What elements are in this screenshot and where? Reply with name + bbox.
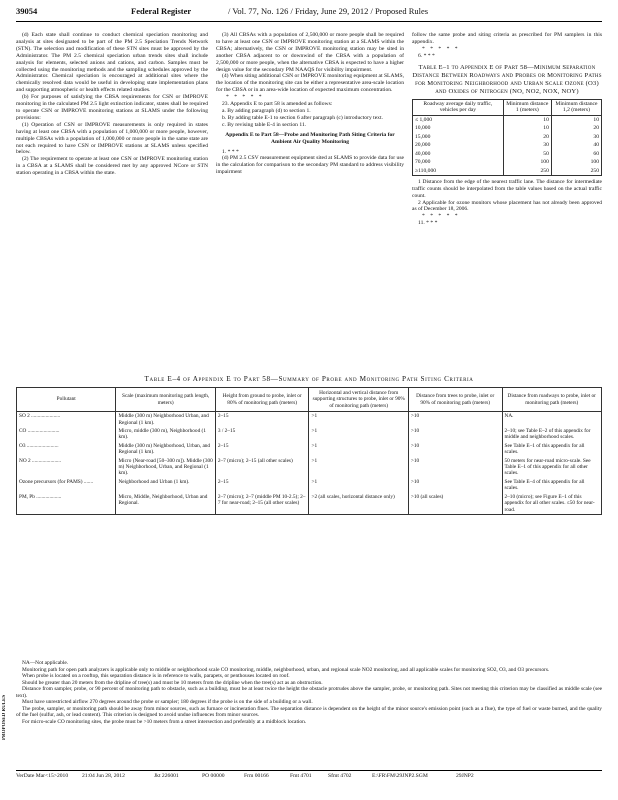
table-e1-title: Table E–1 to Appendix E of Part 58—Minimum Separation Distance Between Roadways and Probes or Monitoring Paths for Monitoring Neighborhood and Urban Scale Ozone (O3) and Oxides of Nitrogen (NO, NO2, NOX, NOY) — [412, 63, 602, 95]
amendment-item: b. By adding table E-1 to section 6 after paragraph (c) introductory text. — [222, 114, 383, 121]
footer-rule — [16, 770, 602, 771]
section-number: 6. * * * — [418, 52, 435, 59]
table-header: Distance from roadways to probe, inlet or monitoring path (meters) — [502, 388, 602, 412]
table-row: ≥110,000 250 250 — [413, 167, 602, 176]
table-header: Height from ground to probe, inlet or 80% of monitoring path (meters) — [215, 388, 309, 412]
table-e4-notes — [16, 660, 602, 725]
table-header: Roadway average daily traffic, vehicles per day — [413, 99, 504, 115]
table-row: CO ........................ Micro, middle (300 m), Neighborhood (1 km). 3 / 2–15 >1 >10 2–10; see Table E–2 of this appendix for middle and neighborhood scales. — [17, 427, 602, 442]
table-header: Minimum distance 1,2 (meters) — [551, 99, 601, 115]
note: Distance from sampler, probe, or 90 percent of monitoring path to obstacle, such as a building, must be at least twice the height the obstacle protrudes above the sampler, probe, or monitoring path. Sites not meeting this criterion may be classified as middle scale (see text). — [16, 686, 602, 699]
table-header: Horizontal and vertical distance from supporting structures to probe, inlet or 90% of monitoring path (meters) — [309, 388, 408, 412]
section-number: 1. * * * — [222, 148, 239, 155]
footnote: 2 Applicable for ozone monitors whose placement has not already been approved as of December 18, 2006. — [412, 199, 602, 213]
table-row: 15,000 20 30 — [413, 133, 602, 142]
amendment-instruction: 23. Appendix E to part 58 is amended as follows: — [222, 101, 333, 108]
footer-jkt: Jkt 226001 — [154, 773, 179, 779]
page-number: 39054 — [16, 6, 38, 16]
footer-frm: Frm 00166 — [244, 773, 269, 779]
paragraph: (4) When siting additional CSN or IMPROVE monitoring equipment at SLAMS, the location of the monitoring site can be either a representative area-scale location for the CBSA or in an area-wide location of expected maximum concentration. — [216, 73, 404, 94]
issue-line: / Vol. 77, No. 126 / Friday, June 29, 2012 / Proposed Rules — [228, 6, 429, 16]
amendment-item: a. By adding paragraph (d) to section 1. — [222, 107, 311, 114]
appendix-heading: Appendix E to Part 58—Probe and Monitoring Path Siting Criteria for Ambient Air Quality Monitoring — [225, 131, 395, 145]
section-number: 11. * * * — [418, 220, 438, 227]
table-header: Distance from trees to probe, inlet or 90% of monitoring path (meters) — [408, 388, 502, 412]
text-column-3 — [412, 32, 602, 227]
footer-file: E:\FR\FM\29JNP2.SGM — [372, 773, 428, 779]
table-e1-footnotes — [412, 179, 602, 213]
paragraph: (d) Each state shall continue to conduct chemical speciation monitoring and analysis at sites designated to be part of the PM 2.5 Speciation Trends Network (STN). The selection and modification of these STN sites must be approved by the Administrator. The PM 2.5 chemical speciation urban trends sites shall include analysis for elements, selected anions and cations, and carbon. Samples must be collected using the monitoring methods and the sampling schedules approved by the Administrator. Chemical speciation is encouraged at additional sites where the chemically resolved data would be useful in developing state implementation plans and supporting atmospheric or health effects related studies. — [16, 32, 208, 94]
table-row: PM, Pb ................... Micro, Middle, Neighborhood, Urban and Regional. 2–7 (micro); 2–7 (middle PM 10-2.5); 2–7 for near-road; 2–15 (all other scales) >2 (all scales, horizontal distance only) >10 (all scales) 2–10 (micro); see Figure E–1 of this appendix for all other scales. ≤50 for near-road. — [17, 493, 602, 515]
text-column-1 — [16, 32, 208, 177]
paragraph: (d) PM 2.5 CSV measurement equipment sited at SLAMS to provide data for use in the calculation for comparison to the secondary PM standard to address visibility impairment — [216, 155, 404, 176]
note: NA—Not applicable. — [22, 660, 69, 666]
table-row: 70,000 100 100 — [413, 158, 602, 167]
amendment-item: c. By revising table E-4 in section 11. — [222, 121, 307, 128]
table-header: Pollutant — [17, 388, 116, 412]
header-rule — [16, 21, 602, 22]
asterisks: * * * * * — [422, 213, 460, 220]
table-row: Ozone precursors (for PAMS) ....... Neighborhood and Urban (1 km). 2–15 >1 >10 See Table E–4 of this appendix for all scales. — [17, 478, 602, 493]
asterisks: * * * * * — [422, 45, 460, 52]
footer-verdate: VerDate Mar<15>2010 — [16, 773, 69, 779]
table-row: ≤ 1,000 10 10 — [413, 115, 602, 124]
table-header-row — [17, 388, 602, 412]
note: Should be greater than 20 meters from the dripline of tree(s) and must be 10 meters from the dripline when the tree(s) act as an obstruction. — [22, 679, 323, 686]
paragraph: (3) All CBSAs with a population of 2,500,000 or more people shall be required to have at least one CSN or IMPROVE monitoring station at a SLAMS within the CBSA; alternatively, the CSN or IMPROVE monitoring station may be sited in another CBSA adjacent to or downwind of the CBSA with a population of 2,500,000 or more people, when the alternative CBSA is expected to have a higher design value for the secondary PM NAAQS for visibility impairment. — [216, 32, 404, 73]
text-column-2 — [216, 32, 404, 176]
paragraph: (2) The requirement to operate at least one CSN or IMPROVE monitoring station in a CBSA at a SLAMS shall be considered met by any approved NCore or STN station operating in a CBSA within the state. — [16, 156, 208, 177]
paragraph: (b) For purposes of satisfying the CBSA requirements for CSN or IMPROVE monitoring in the calculated PM 2.5 light extinction indicator, states shall be required to operate CSN or IMPROVE monitoring stations at SLAMS under the following provisions: — [16, 94, 208, 121]
footer-time: 21:04 Jun 28, 2012 — [82, 773, 125, 779]
journal-name: Federal Register — [131, 6, 192, 16]
table-row: NO 2 ...................... Micro (Near-road [50–300 m]). Middle (300 m) Neighborhood, Urban, and Regional (1 km). 2–7 (micro); 2–15 (all other scales) >1 >10 50 meters for near-road micro-scale. See Table E–1 of this appendix for all other scales. — [17, 457, 602, 478]
table-row: 10,000 10 20 — [413, 124, 602, 133]
footnote: 1 Distance from the edge of the nearest traffic lane. The distance for intermediate traffic counts should be interpolated from the table values based on the actual traffic count. — [412, 179, 602, 199]
table-header: Minimum distance 1 (meters) — [503, 99, 551, 115]
note: For micro-scale CO monitoring sites, the probe must be >10 meters from a street intersection and preferably at a midblock location. — [22, 718, 307, 725]
table-row: 20,000 30 40 — [413, 141, 602, 150]
note: When probe is located on a rooftop, this separation distance is in reference to walls, parapets, or penthouses located on roof. — [22, 673, 290, 679]
footer-code: 29JNP2 — [456, 773, 474, 779]
note: The probe, sampler, or monitoring path should be away from minor sources, such as furnace or incineration flues. The separation distance is dependent on the height of the minor source's emission point (such as a flue), the type of fuel or waste burned, and the quality of the fuel (sulfur, ash, or lead content). This criterion is designed to avoid undue influences from minor sources. — [16, 705, 602, 718]
margin-label: PROPOSED RULES — [2, 694, 7, 740]
table-row: O3 ........................ Middle (300 m) Neighborhood, Urban, and Regional (1 km). 2–15 >1 >10 See Table E–1 of this appendix for all scales. — [17, 442, 602, 457]
asterisks: * * * * * — [226, 94, 264, 101]
footer-po: PO 00000 — [202, 773, 225, 779]
paragraph: follow the same probe and siting criteria as prescribed for PM samplers in this appendix. — [412, 32, 602, 45]
table-e1 — [412, 99, 602, 177]
table-header: Scale (maximum monitoring path length, meters) — [116, 388, 215, 412]
table-e4-title: Table E–4 of Appendix E to Part 58—Summary of Probe and Monitoring Path Siting Criteria — [144, 375, 474, 383]
table-row: SO 2 ...................... Middle (300 m) Neighborhood Urban, and Regional (1 km). 2–15 >1 >10 NA. — [17, 412, 602, 427]
table-row: 40,000 50 60 — [413, 150, 602, 159]
page-header — [16, 6, 602, 20]
note: Monitoring path for open path analyzers is applicable only to middle or neighborhood scale CO monitoring, middle, neighborhood, urban, and regional scale NO2 monitoring, and all applicable scales for monitoring SO2, O3, and O3 precursors. — [22, 666, 550, 673]
footer-fmt: Fmt 4701 — [290, 773, 312, 779]
footer-sfmt: Sfmt 4702 — [328, 773, 352, 779]
table-e4 — [16, 387, 602, 515]
note: Must have unrestricted airflow 270 degrees around the probe or sampler; 180 degrees if the probe is on the side of a building or a wall. — [22, 699, 313, 705]
paragraph: (1) Operation of CSN or IMPROVE measurements is only required in states having at least one CBSA with a population of 1,000,000 or more people, however, multiple CBSAs with a population of 1,000,000 or more people in the same state are not each required to have CSN or IMPROVE stations at SLAMS unless specified below. — [16, 121, 208, 156]
